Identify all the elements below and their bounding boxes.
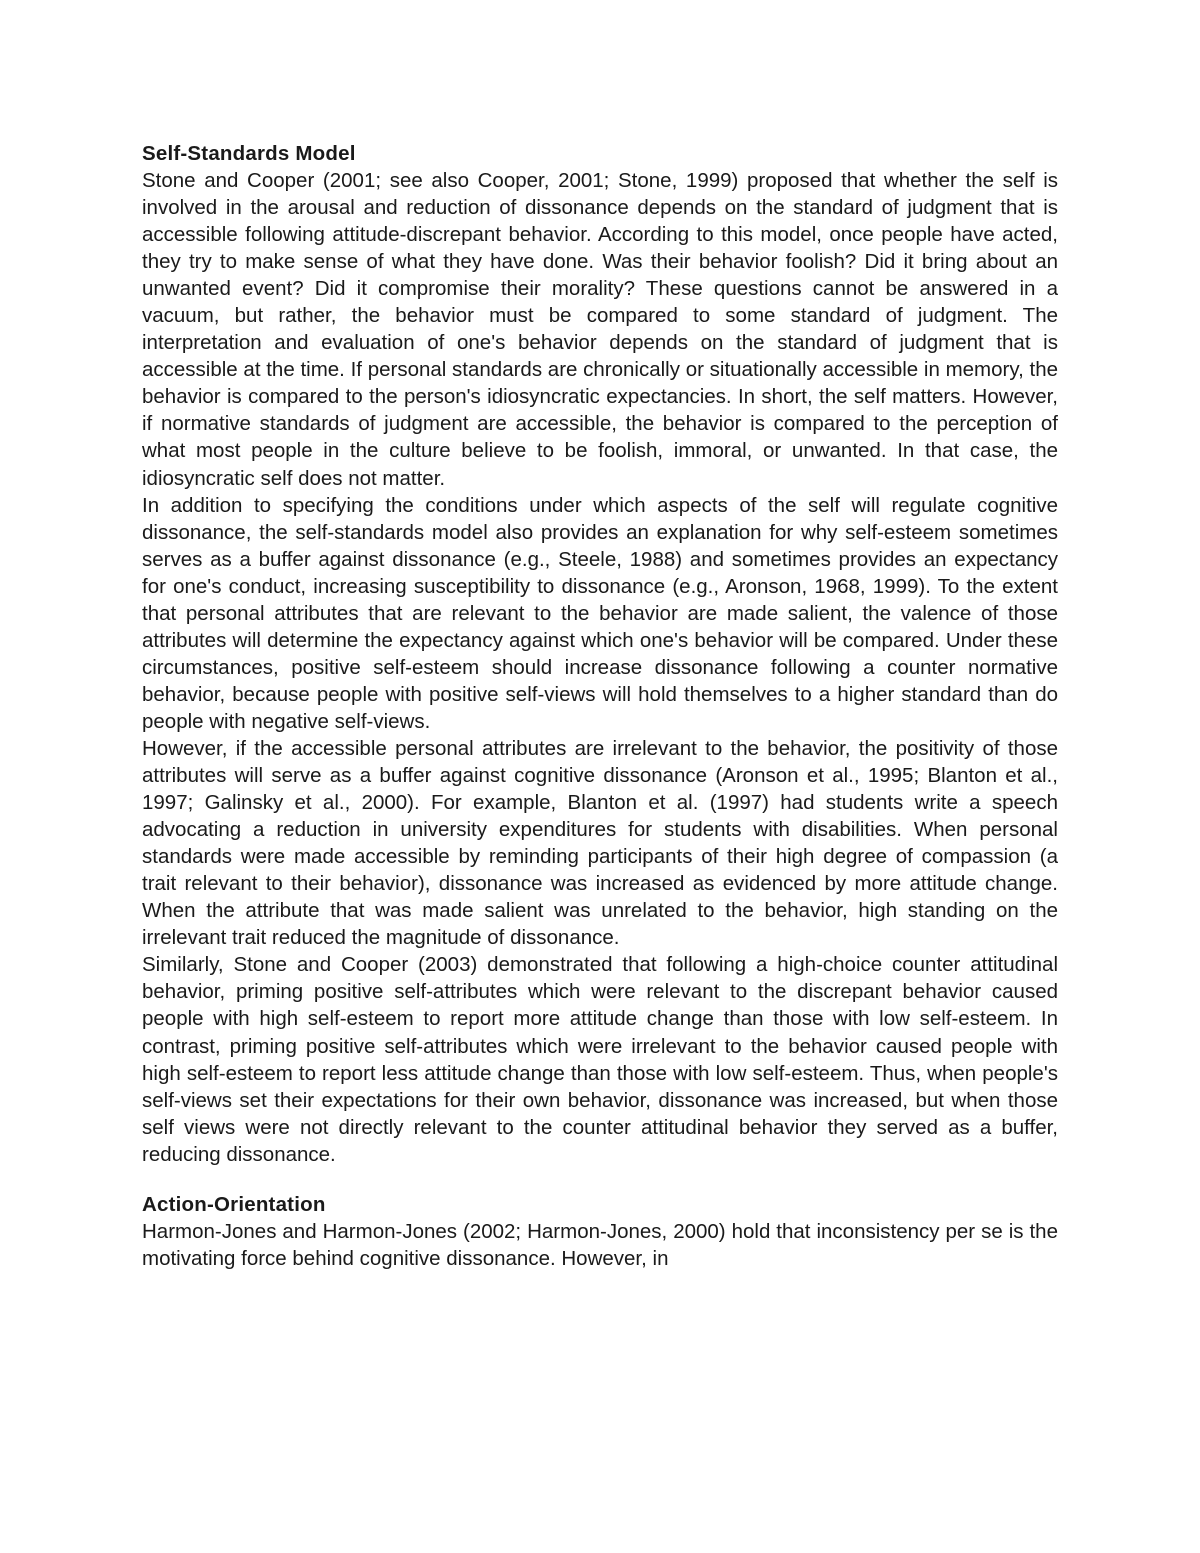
document-page (142, 140, 1058, 1272)
section-spacer (142, 1168, 1058, 1191)
paragraph: Harmon-Jones and Harmon-Jones (2002; Harmon-Jones, 2000) hold that inconsistency per se is the motivating force behind cognitive dissonance. However, in (142, 1219, 1058, 1270)
paragraph: Similarly, Stone and Cooper (2003) demonstrated that following a high-choice counter attitudinal behavior, priming positive self-attributes which were relevant to the discrepant behavior caused people with high self-esteem to report more attitude change than those with low self-esteem. In contrast, priming positive self-attributes which were irrelevant to the behavior caused people with high self-esteem to report less attitude change than those with low self-esteem. Thus, when people's self-views set their expectations for their own behavior, dissonance was increased, but when those self views were not directly relevant to the counter attitudinal behavior they served as a buffer, reducing dissonance. (142, 953, 1058, 1166)
paragraph: In addition to specifying the conditions under which aspects of the self will regulate cognitive dissonance, the self-standards model also provides an explanation for why self-esteem sometimes serves as a buffer against dissonance (e.g., Steele, 1988) and sometimes provides an expectancy for one's conduct, increasing susceptibility to dissonance (e.g., Aronson, 1968, 1999). To the extent that personal attributes that are relevant to the behavior are made salient, the valence of those attributes will determine the expectancy against which one's behavior will be compared. Under these circumstances, positive self-esteem should increase dissonance following a counter normative behavior, because people with positive self-views will hold themselves to a higher standard than do people with negative self-views. (142, 493, 1058, 733)
section-heading-action-orientation: Action-Orientation (142, 1192, 326, 1216)
section-heading-self-standards-model: Self-Standards Model (142, 142, 356, 165)
paragraph: Stone and Cooper (2001; see also Cooper, 2001; Stone, 1999) proposed that whether the self is involved in the arousal and reduction of dissonance depends on the standard of judgment that is accessible following attitude-discrepant behavior. According to this model, once people have acted, they try to make sense of what they have done. Was their behavior foolish? Did it bring about an unwanted event? Did it compromise their morality? These questions cannot be answered in a vacuum, but rather, the behavior must be compared to some standard of judgment. The interpretation and evaluation of one's behavior depends on the standard of judgment that is accessible at the time. If personal standards are chronically or situationally accessible in memory, the behavior is compared to the person's idiosyncratic expectancies. In short, the self matters. However, if normative standards of judgment are accessible, the behavior is compared to the perception of what most people in the culture believe to be foolish, immoral, or unwanted. In that case, the idiosyncratic self does not matter. (142, 169, 1058, 490)
paragraph: However, if the accessible personal attributes are irrelevant to the behavior, the positivity of those attributes will serve as a buffer against cognitive dissonance (Aronson et al., 1995; Blanton et al., 1997; Galinsky et al., 2000). For example, Blanton et al. (1997) had students write a speech advocating a reduction in university expenditures for students with disabilities. When personal standards were made accessible by reminding participants of their high degree of compassion (a trait relevant to their behavior), dissonance was increased as evidenced by more attitude change. When the attribute that was made salient was unrelated to the behavior, high standing on the irrelevant trait reduced the magnitude of dissonance. (142, 736, 1058, 950)
